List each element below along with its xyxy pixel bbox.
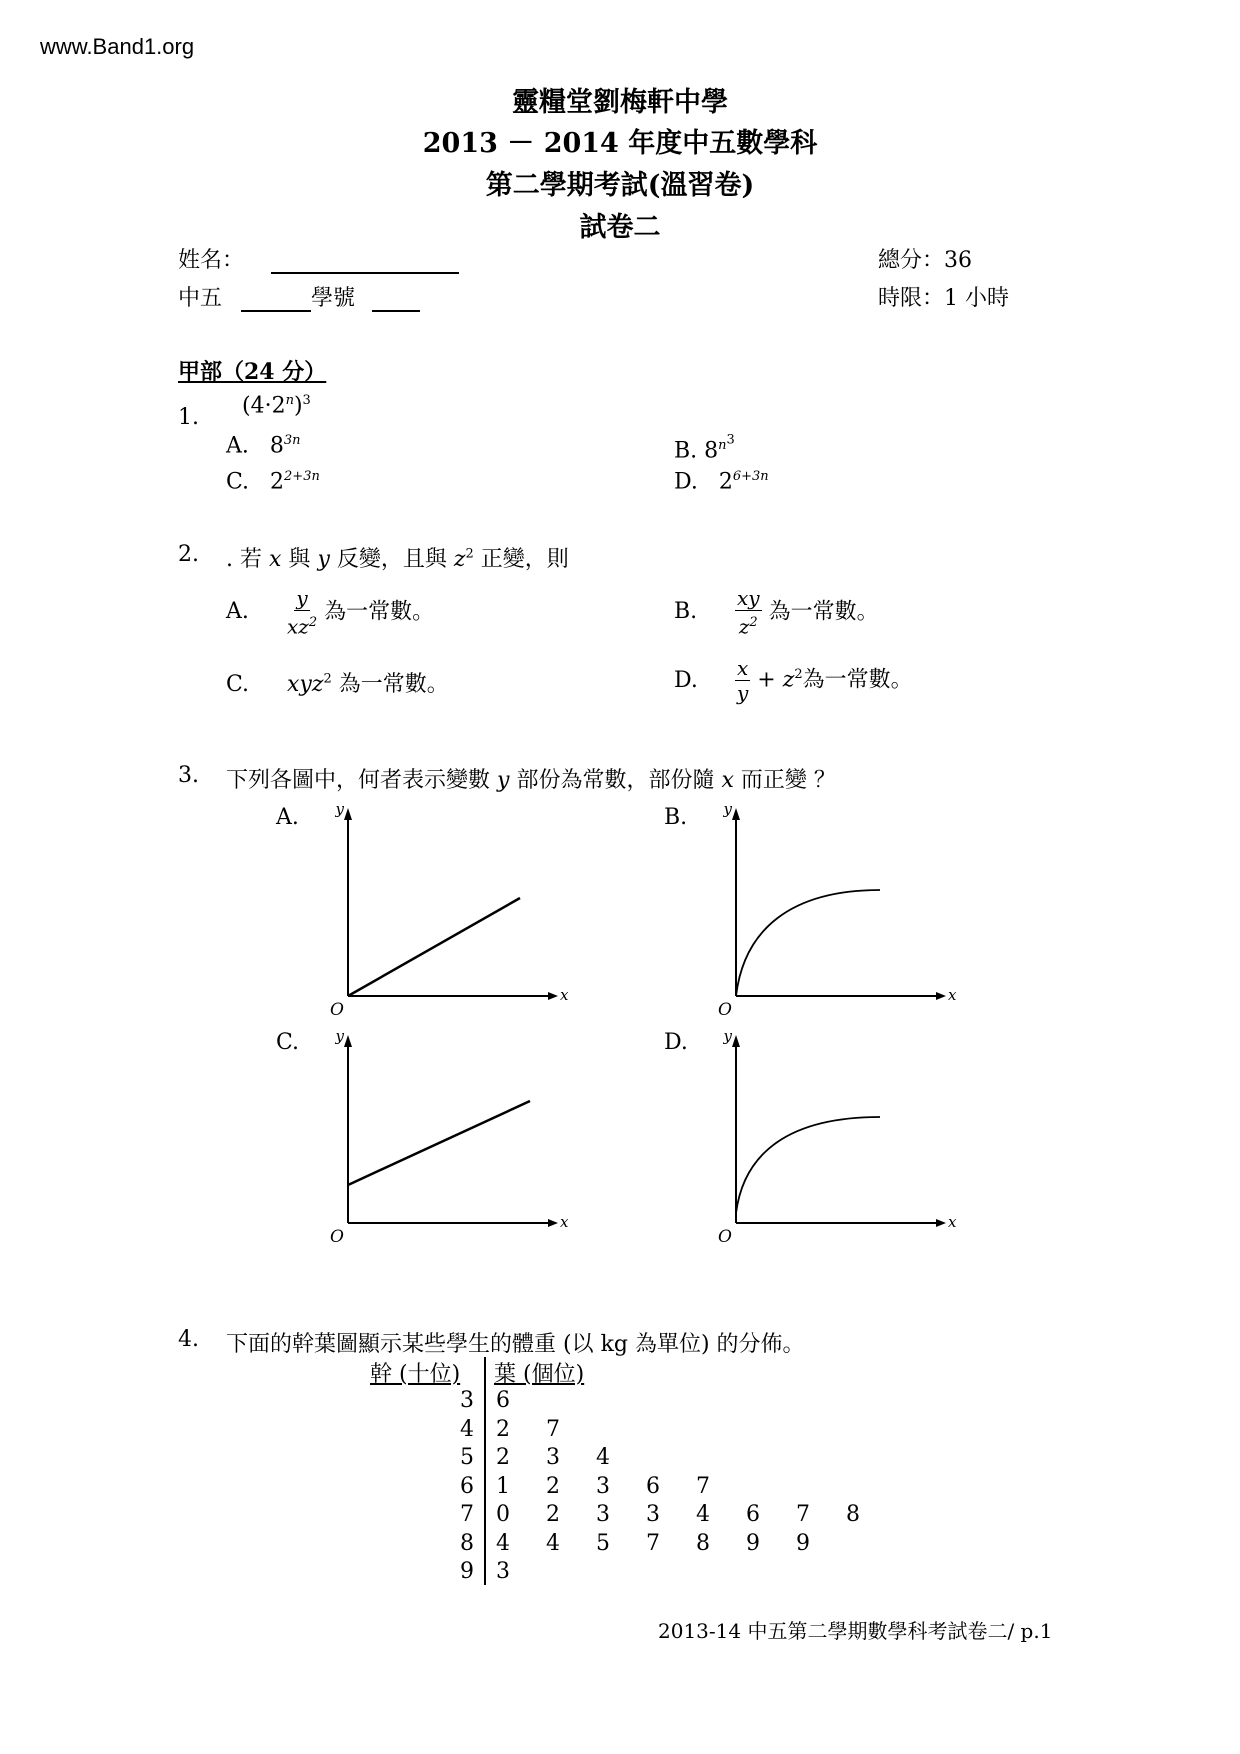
leaf-value: 8 <box>696 1530 710 1556</box>
leaf-value: 7 <box>796 1502 810 1527</box>
number-label: 學號 <box>311 286 356 311</box>
leaf-value: 6 <box>746 1502 760 1527</box>
y-axis-label: y <box>335 800 344 818</box>
q3-number: 3. <box>178 763 199 788</box>
exam-title: 第二學期考試(溫習卷) <box>485 170 755 201</box>
q1-option-b[interactable]: B. $8^{n^3}$ <box>674 433 735 464</box>
leaf-value: 0 <box>496 1502 510 1527</box>
leaf-value: 2 <box>546 1502 560 1527</box>
q3-graph-c <box>322 1027 582 1247</box>
name-row <box>178 243 459 274</box>
q1-option-a[interactable]: A. $8^{3n}$ <box>226 433 301 459</box>
leaf-value: 3 <box>496 1559 510 1584</box>
q3-label-d[interactable]: D. <box>664 1030 688 1055</box>
leaf-value: 2 <box>546 1473 560 1499</box>
q3-label-a[interactable]: A. <box>276 805 299 830</box>
origin-label: O <box>718 1227 732 1247</box>
school-name: 靈糧堂劉梅軒中學 <box>512 87 728 118</box>
y-axis-label: y <box>335 1027 344 1045</box>
q3-graph-b <box>710 800 970 1020</box>
leaf-value: 4 <box>596 1445 610 1470</box>
leaf-value: 3 <box>596 1473 610 1499</box>
q3-graph-a <box>322 800 582 1020</box>
q1-option-d[interactable]: D. $2^{6+3n}$ <box>674 469 769 495</box>
q1-number: 1. <box>178 405 199 430</box>
exam-year-subject: 2013 － 2014 年度中五數學科 <box>422 128 818 159</box>
x-axis-label: x <box>948 986 957 1004</box>
leaf-value: 4 <box>696 1502 710 1527</box>
leaf-value: 7 <box>646 1530 660 1556</box>
leaf-value: 7 <box>546 1416 560 1442</box>
stem-value: 9 <box>460 1559 474 1584</box>
leaf-value: 9 <box>796 1530 810 1556</box>
class-row <box>178 281 420 312</box>
q3-label-c[interactable]: C. <box>276 1030 300 1055</box>
leaf-value: 8 <box>846 1502 860 1527</box>
name-blank[interactable] <box>271 250 459 274</box>
time-limit: 時限：1 小時 <box>878 286 1009 311</box>
number-blank[interactable] <box>372 288 420 312</box>
q1-option-c[interactable]: C. $2^{2+3n}$ <box>226 469 320 495</box>
leaf-value: 7 <box>696 1473 710 1499</box>
q4-stem: 下面的幹葉圖顯示某些學生的體重 (以 kg 為單位) 的分佈。 <box>226 1332 805 1357</box>
q2-number: 2. <box>178 542 199 567</box>
leaf-value: 4 <box>546 1530 560 1556</box>
section-title: 甲部（24 分） <box>178 359 327 385</box>
y-axis-label: y <box>723 1027 732 1045</box>
q3-stem: 下列各圖中，何者表示變數 y 部份為常數，部份隨 x 而正變 ？ <box>226 768 836 793</box>
leaf-value: 1 <box>496 1473 510 1499</box>
paper-title: 試卷二 <box>579 212 661 243</box>
class-blank[interactable] <box>241 288 311 312</box>
stem-leaf-divider <box>484 1357 486 1585</box>
stem-value: 8 <box>460 1530 474 1556</box>
website-url[interactable]: www.Band1.org <box>40 34 195 59</box>
graph-b-curve <box>736 890 880 996</box>
leaf-header: 葉 (個位) <box>494 1362 585 1387</box>
leaf-value: 2 <box>496 1445 510 1470</box>
q2-stem: . 若 x 與 y 反變，且與 $z^2$ 正變，則 <box>226 546 569 572</box>
leaf-value: 3 <box>646 1502 660 1527</box>
y-axis-label: y <box>723 800 732 818</box>
graph-a-line <box>348 898 520 996</box>
stem-value: 7 <box>460 1502 474 1527</box>
page-footer: 2013-14 中五第二學期數學科考試卷二/ p.1 <box>658 1619 1053 1643</box>
stem-header: 幹 (十位) <box>370 1362 461 1387</box>
leaf-value: 4 <box>496 1530 510 1556</box>
q1-expression: $(4\cdot 2^n)^3$ <box>242 393 311 419</box>
x-axis-label: x <box>560 986 569 1004</box>
q3-label-b[interactable]: B. <box>664 805 688 830</box>
stem-value: 3 <box>460 1388 474 1413</box>
origin-label: O <box>330 1000 344 1020</box>
q2-option-d[interactable]: D. $\frac{x}{y}$ + $z^2$為一常數。 <box>674 656 913 705</box>
q2-option-c[interactable]: C. xyz$^2$ 為一常數。 <box>226 671 449 697</box>
x-axis-label: x <box>560 1213 569 1231</box>
origin-label: O <box>718 1000 732 1020</box>
q2-option-a[interactable]: A. $\frac{y}{xz^2}$ 為一常數。 <box>226 586 435 639</box>
class-label: 中五 <box>178 286 223 311</box>
stem-value: 5 <box>460 1445 474 1470</box>
leaf-value: 5 <box>596 1530 610 1556</box>
leaf-value: 9 <box>746 1530 760 1556</box>
graph-d-curve <box>736 1117 880 1213</box>
stem-value: 4 <box>460 1416 474 1442</box>
origin-label: O <box>330 1227 344 1247</box>
leaf-value: 6 <box>646 1473 660 1499</box>
leaf-value: 6 <box>496 1388 510 1413</box>
q4-number: 4. <box>178 1327 199 1352</box>
q2-option-b[interactable]: B. $\frac{xy}{z^2}$ 為一常數。 <box>674 586 879 639</box>
leaf-value: 2 <box>496 1416 510 1442</box>
name-label: 姓名： <box>178 248 245 273</box>
total-marks: 總分：36 <box>878 248 972 273</box>
stem-value: 6 <box>460 1473 474 1499</box>
x-axis-label: x <box>948 1213 957 1231</box>
q3-graph-d <box>710 1027 970 1247</box>
leaf-value: 3 <box>546 1445 560 1470</box>
leaf-value: 3 <box>596 1502 610 1527</box>
graph-c-line <box>348 1101 530 1185</box>
